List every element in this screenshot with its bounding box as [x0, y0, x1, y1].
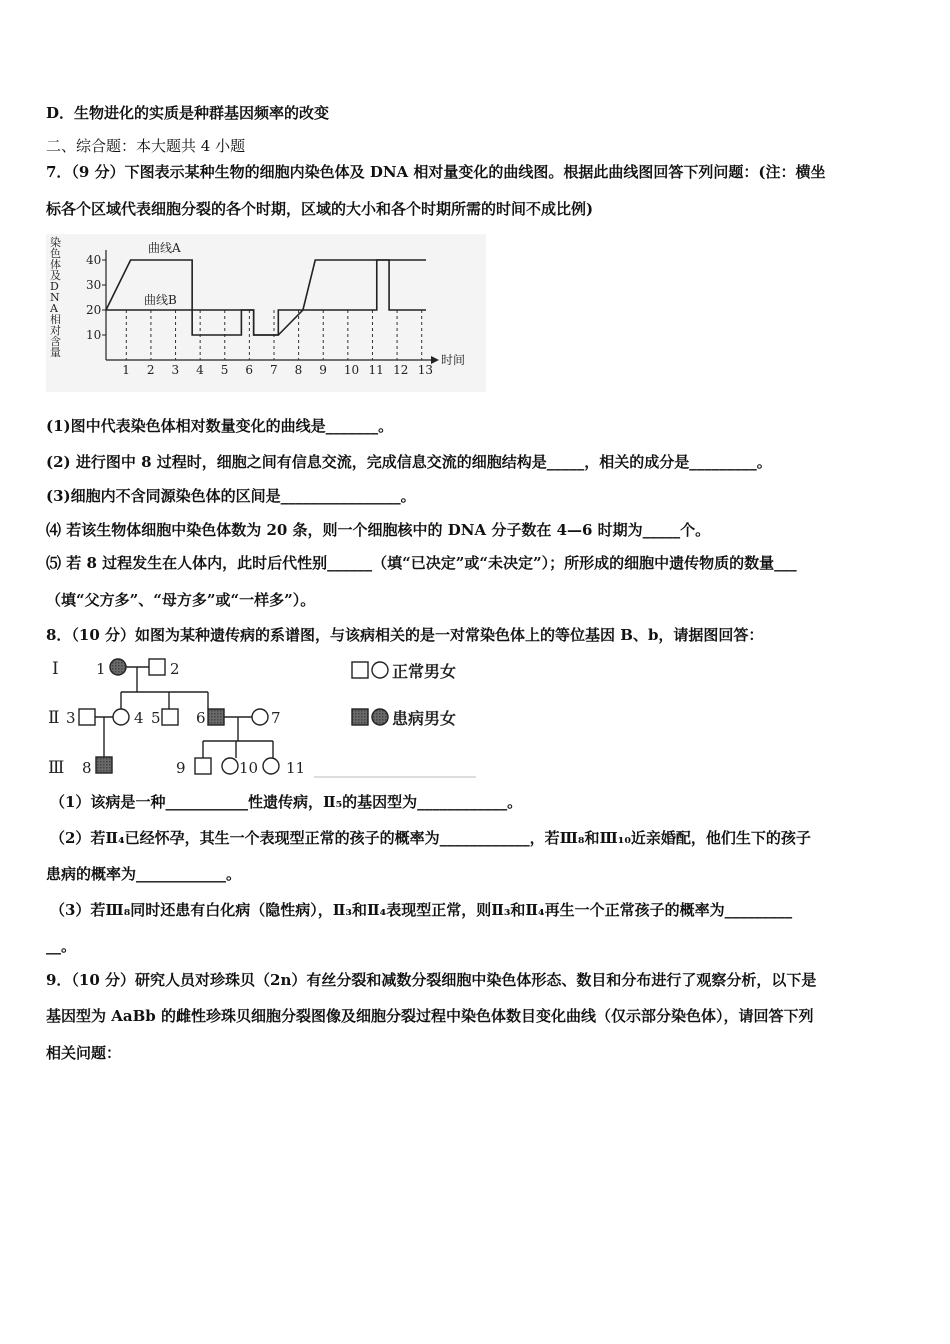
q8-part1: （1）该病是一种___________性遗传病，Ⅱ₅的基因型为____________。	[50, 793, 523, 811]
svg-text:11: 11	[286, 759, 306, 777]
legend-affected-male	[352, 709, 368, 725]
y-tick-label: 30	[86, 278, 102, 292]
svg-text:9: 9	[176, 759, 186, 777]
y-axis-label-char: 含	[50, 335, 61, 348]
y-axis-label-char: 相	[50, 313, 61, 326]
x-tick-label: 2	[146, 363, 155, 377]
q7-part4: ⑷ 若该生物体细胞中染色体数为 20 条，则一个细胞核中的 DNA 分子数在 4—6 时期为_____个。	[46, 521, 711, 539]
q8-pedigree-diagram	[46, 650, 486, 780]
svg-text:3: 3	[66, 709, 76, 727]
q7-heading: 7．（9 分）下图表示某种生物的细胞内染色体及 DNA 相对量变化的曲线图。根据此曲线图回答下列问题：(注：横坐	[46, 163, 826, 181]
svg-text:2: 2	[170, 660, 180, 678]
q9-heading-cont2: 相关问题：	[46, 1044, 122, 1062]
x-tick-label: 5	[220, 363, 229, 377]
option-d: D．生物进化的实质是种群基因频率的改变	[46, 104, 330, 122]
q8-part2-cont: 患病的概率为____________。	[46, 865, 242, 883]
x-tick-label: 7	[270, 363, 278, 377]
x-tick-label: 3	[171, 363, 180, 377]
svg-text:10: 10	[239, 759, 259, 777]
y-axis-label-char: A	[50, 302, 58, 315]
x-tick-label: 4	[196, 363, 204, 377]
svg-text:5: 5	[151, 709, 161, 727]
legend-affected-label: 患病男女	[392, 709, 457, 728]
q7-heading-cont: 标各个区域代表细胞分裂的各个时期，区域的大小和各个时期所需的时间不成比例)	[46, 200, 594, 218]
svg-text:7: 7	[271, 709, 281, 727]
q8-part3-cont: __。	[46, 937, 77, 955]
svg-text:1: 1	[96, 660, 106, 678]
series-label-b: 曲线B	[144, 293, 177, 307]
individual-5	[162, 709, 178, 725]
q7-part2: (2) 进行图中 8 过程时，细胞之间有信息交流，完成信息交流的细胞结构是_____，相关的成分是_________。	[46, 453, 772, 471]
generation-3-label: Ⅲ	[48, 758, 65, 778]
individual-4	[113, 709, 129, 725]
y-axis-label-char: N	[50, 291, 60, 304]
q7-part3: (3)细胞内不含同源染色体的区间是________________。	[46, 487, 416, 505]
legend-normal-label: 正常男女	[392, 662, 457, 681]
y-axis-label-char: 及	[50, 269, 61, 282]
individual-7	[252, 709, 268, 725]
legend-normal-male	[352, 662, 368, 678]
svg-text:4: 4	[134, 709, 144, 727]
svg-text:8: 8	[82, 759, 92, 777]
series-label-a: 曲线A	[148, 241, 181, 255]
individual-6	[208, 709, 224, 725]
q7-curve-chart	[46, 234, 486, 392]
individual-2	[149, 659, 165, 675]
svg-text:6: 6	[196, 709, 206, 727]
individual-3	[79, 709, 95, 725]
individual-10	[222, 758, 238, 774]
y-axis-label-char: 色	[50, 247, 61, 260]
q8-part2: （2）若Ⅱ₄已经怀孕，其生一个表现型正常的孩子的概率为____________，若Ⅲ₈和Ⅲ₁₀近亲婚配，他们生下的孩子	[50, 829, 811, 847]
x-tick-label: 6	[245, 363, 254, 377]
q9-heading-cont: 基因型为 AaBb 的雌性珍珠贝细胞分裂图像及细胞分裂过程中染色体数目变化曲线（仅示部分染色体），请回答下列	[46, 1007, 814, 1025]
y-axis-label-char: 染	[50, 236, 61, 249]
q8-heading: 8．（10 分）如图为某种遗传病的系谱图，与该病相关的是一对常染色体上的等位基因 B、b，请据图回答：	[46, 626, 764, 644]
y-tick-label: 20	[86, 303, 102, 317]
y-axis-label-char: 量	[50, 346, 61, 359]
section-heading: 二、综合题：本大题共 4 小题	[46, 137, 246, 155]
q8-part3: （3）若Ⅲ₈同时还患有白化病（隐性病），Ⅱ₃和Ⅱ₄表现型正常，则Ⅱ₃和Ⅱ₄再生一个正常孩子的概率为_________	[50, 901, 793, 919]
x-tick-label: 12	[393, 363, 409, 377]
individual-8	[96, 757, 112, 773]
individual-11	[263, 758, 279, 774]
y-axis-label-char: D	[50, 280, 59, 293]
q7-part5-cont: （填“父方多”、“母方多”或“一样多”）。	[46, 591, 316, 609]
x-axis-label: 时间	[441, 353, 466, 367]
x-tick-label: 9	[319, 363, 327, 377]
x-tick-label: 10	[343, 363, 360, 377]
y-tick-label: 40	[86, 253, 102, 267]
x-tick-label: 1	[122, 363, 130, 377]
q7-part1: (1)图中代表染色体相对数量变化的曲线是_______。	[46, 417, 394, 435]
generation-1-label: Ⅰ	[52, 659, 59, 679]
y-tick-label: 10	[86, 328, 102, 342]
q9-heading: 9．（10 分）研究人员对珍珠贝（2n）有丝分裂和减数分裂细胞中染色体形态、数目和分布进行了观察分析，以下是	[46, 971, 817, 989]
x-tick-label: 13	[417, 363, 433, 377]
y-axis-label-char: 体	[50, 258, 61, 271]
legend-normal-female	[372, 662, 388, 678]
x-tick-label: 8	[294, 363, 303, 377]
x-tick-label: 11	[368, 363, 384, 377]
q7-part5: ⑸ 若 8 过程发生在人体内，此时后代性别______（填“已决定”或“未决定”）；所形成的细胞中遗传物质的数量___	[46, 554, 797, 572]
legend-affected-female	[372, 709, 388, 725]
generation-2-label: Ⅱ	[48, 708, 60, 728]
y-axis-label-char: 对	[50, 324, 61, 337]
individual-9	[195, 758, 211, 774]
individual-1	[110, 659, 126, 675]
